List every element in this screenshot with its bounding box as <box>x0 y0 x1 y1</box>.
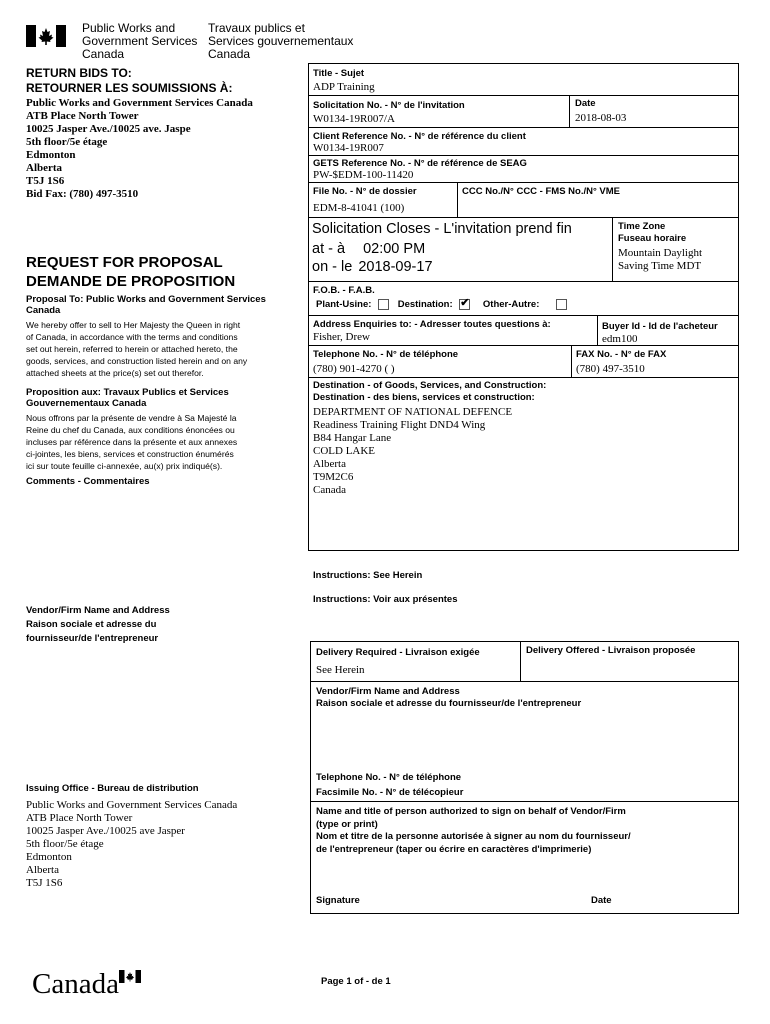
plant-label: Plant-Usine: <box>316 299 372 311</box>
on-value: 2018-09-17 <box>358 259 433 275</box>
time-zone-label: Time Zone Fuseau horaire <box>618 221 687 244</box>
time-zone-value: Mountain Daylight Saving Time MDT <box>618 247 703 272</box>
vendor-name-address-label: Vendor/Firm Name and Address Raison sociale et adresse du fournisseur/de l'entrepreneur <box>316 686 582 709</box>
destination-label: Destination: <box>397 299 453 311</box>
authorized-signer-field[interactable] <box>312 862 737 892</box>
vendor-name-address-field[interactable] <box>312 712 737 767</box>
file-no-value: EDM-8-41041 (100) <box>313 202 405 214</box>
ccc-no-label: CCC No./N° CCC - FMS No./N° VME <box>462 186 621 197</box>
telephone-value: (780) 901-4270 ( ) <box>313 363 395 375</box>
date-value: 2018-08-03 <box>575 112 627 124</box>
other-checkbox[interactable] <box>556 299 567 310</box>
vendor-facsimile-label: Facsimile No. - N° de télécopieur <box>316 787 464 798</box>
rfp-title: REQUEST FOR PROPOSAL DEMANDE DE PROPOSITION <box>26 254 236 290</box>
delivery-required-value: See Herein <box>316 664 365 676</box>
destination-label-block: Destination - of Goods, Services, and Construction: Destination - des biens, services et construction: <box>313 380 547 403</box>
checkmark-icon: ✔ <box>460 297 470 309</box>
fob-options <box>316 299 567 310</box>
closing-at <box>312 240 425 258</box>
proposition-text: Nous offrons par la présente de vendre à Sa Majesté la Reine du chef du Canada, aux conditions énoncées ou incluses par référence dans la présente et aux annexes ci-jointes, les biens, services et construction énumérés ici sur toute feuille ci-annexée, au(x) prix indiqué(s). <box>26 413 238 471</box>
canada-wordmark: Canada <box>32 968 119 1000</box>
delivery-offered-field[interactable] <box>522 657 737 679</box>
on-label: on - le <box>312 259 353 275</box>
destination-checkbox[interactable] <box>459 299 470 310</box>
date-label: Date <box>575 98 596 109</box>
at-label: at - à <box>312 241 346 257</box>
buyer-id-label: Buyer Id - Id de l'acheteur <box>602 321 718 332</box>
client-ref-label: Client Reference No. - N° de référence du client <box>313 131 526 142</box>
instructions-en: Instructions: See Herein <box>313 570 423 581</box>
address-enquiries-value: Fisher, Drew <box>313 331 370 343</box>
solicitation-no-value: W0134-19R007/A <box>313 113 395 125</box>
title-value: ADP Training <box>313 81 375 93</box>
address-enquiries-label: Address Enquiries to: - Adresser toutes questions à: <box>313 319 551 330</box>
vendor-telephone-label: Telephone No. - N° de téléphone <box>316 772 462 783</box>
fax-label: FAX No. - N° de FAX <box>576 349 667 360</box>
solicitation-closes-title: Solicitation Closes - L'invitation prend fin <box>312 221 572 237</box>
telephone-label: Telephone No. - N° de téléphone <box>313 349 459 360</box>
issuing-office-label: Issuing Office - Bureau de distribution <box>26 783 199 794</box>
gets-ref-label: GETS Reference No. - N° de référence de SEAG <box>313 158 527 169</box>
issuing-office-address: Public Works and Government Services Canada ATB Place North Tower 10025 Jasper Ave./10025 ave Jasper 5th floor/5e étage Edmonton Alberta T5J 1S6 <box>26 799 238 889</box>
closing-on <box>312 258 433 276</box>
vendor-left-label: Vendor/Firm Name and Address Raison sociale et adresse du fournisseur/de l'entrepreneur <box>26 605 170 644</box>
solicitation-no-label: Solicitation No. - N° de l'invitation <box>313 100 465 111</box>
destination-address: DEPARTMENT OF NATIONAL DEFENCE Readiness Training Flight DND4 Wing B84 Hangar Lane COLD LAKE Alberta T9M2C6 Canada <box>313 406 513 496</box>
comments-label: Comments - Commentaires <box>26 476 150 487</box>
buyer-id-value: edm100 <box>602 333 638 345</box>
canada-wordmark-flag-icon <box>119 970 141 983</box>
delivery-required-label: Delivery Required - Livraison exigée <box>316 647 480 658</box>
proposal-to-label: Proposal To: Public Works and Government Services Canada <box>26 294 266 316</box>
plant-checkbox[interactable] <box>378 299 389 310</box>
authorized-signer-label: Name and title of person authorized to sign on behalf of Vendor/Firm (type or print) Nom et titre de la personne autorisée à signer au nom du fournisseur/ de l'entrepreneur (taper ou écrire en caractères d'imprimerie) <box>316 806 631 855</box>
department-name-fr: Travaux publics et Services gouvernementaux Canada <box>208 21 354 61</box>
delivery-offered-label: Delivery Offered - Livraison proposée <box>526 645 696 656</box>
proposal-to-text: We hereby offer to sell to Her Majesty the Queen in right of Canada, in accordance with the terms and conditions set out herein, referred to herein or attached hereto, the goods, services, and construction listed herein and on any attached sheets at the price(s) set out therefor. <box>26 320 248 378</box>
fob-label: F.O.B. - F.A.B. <box>313 285 375 296</box>
client-ref-value: W0134-19R007 <box>313 142 384 154</box>
instructions-fr: Instructions: Voir aux présentes <box>313 594 458 605</box>
department-name-en: Public Works and Government Services Canada <box>82 21 198 61</box>
signature-date-label: Date <box>591 895 612 906</box>
title-label: Title - Sujet <box>313 68 365 79</box>
gets-ref-value: PW-$EDM-100-11420 <box>313 169 414 181</box>
file-no-label: File No. - N° de dossier <box>313 186 417 197</box>
at-value: 02:00 PM <box>363 241 426 257</box>
return-bids-title: RETURN BIDS TO: RETOURNER LES SOUMISSIONS À: <box>26 66 233 95</box>
canada-flag-icon <box>26 25 66 47</box>
proposition-label: Proposition aux: Travaux Publics et Services Gouvernementaux Canada <box>26 387 229 409</box>
fax-value: (780) 497-3510 <box>576 363 645 375</box>
other-label: Other-Autre: <box>482 299 540 311</box>
page-number: Page 1 of - de 1 <box>321 976 391 987</box>
return-bids-address: Public Works and Government Services Canada ATB Place North Tower 10025 Jasper Ave./10025 ave. Jaspe 5th floor/5e étage Edmonton Alberta T5J 1S6 Bid Fax: (780) 497-3510 <box>26 97 253 200</box>
signature-label: Signature <box>316 895 360 906</box>
